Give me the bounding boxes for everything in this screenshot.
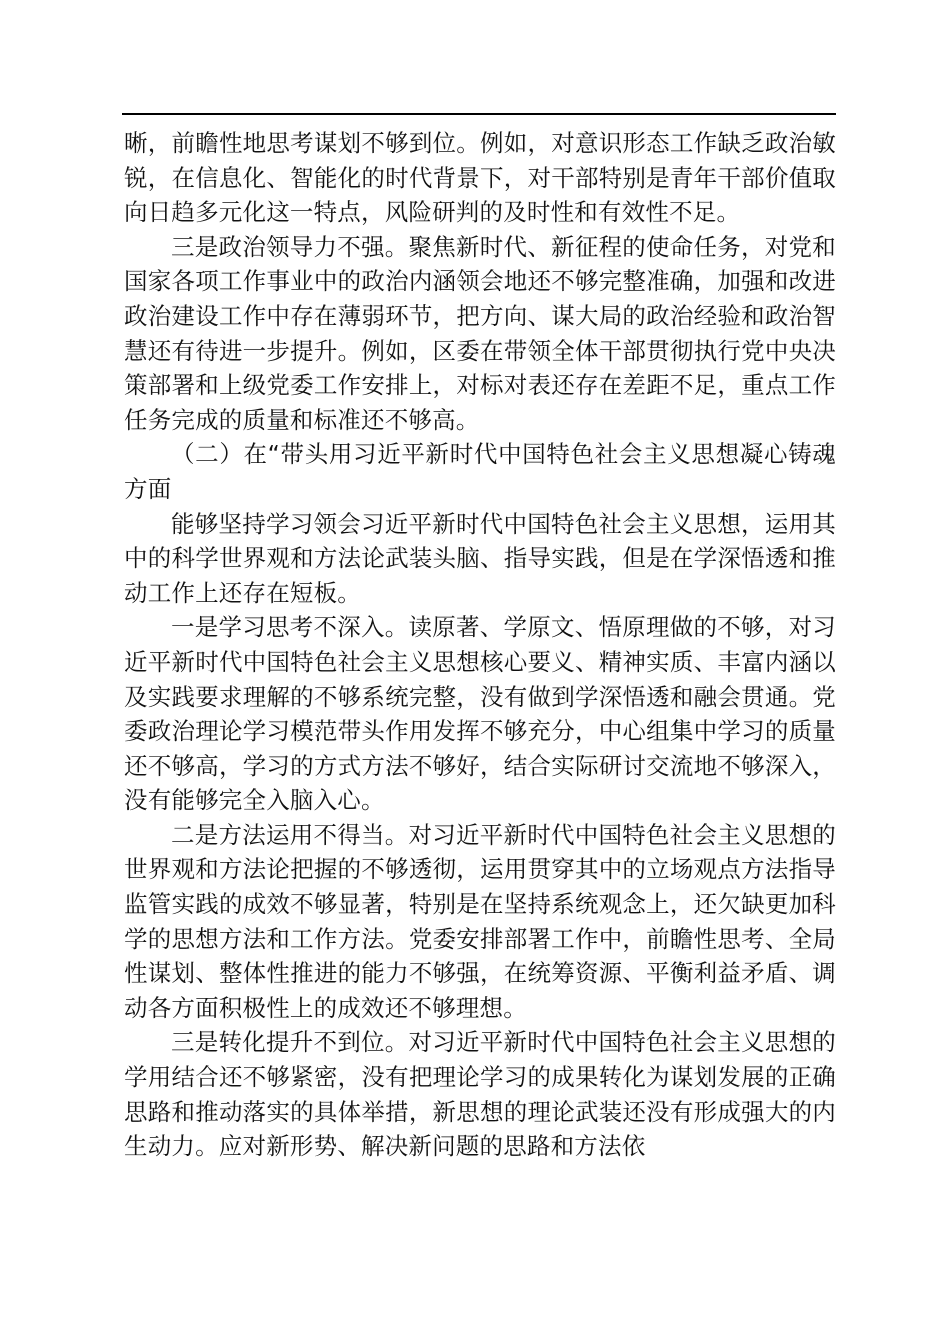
section-heading-2: （二）在“带头用习近平新时代中国特色社会主义思想凝心铸魂方面 <box>124 440 836 503</box>
header-rule <box>122 113 836 115</box>
paragraph-section-intro: 能够坚持学习领会习近平新时代中国特色社会主义思想，运用其中的科学世界观和方法论武装头脑、指导实践，但是在学深悟透和推动工作上还存在短板。 <box>124 509 836 607</box>
paragraph-transformation: 三是转化提升不到位。对习近平新时代中国特色社会主义思想的学用结合还不够紧密，没有把理论学习的成果转化为谋划发展的正确思路和推动落实的具体举措，新思想的理论武装还没有形成强大的内生动力。应对新形势、解决新问题的思路和方法依 <box>124 1028 836 1161</box>
paragraph-method-application: 二是方法运用不得当。对习近平新时代中国特色社会主义思想的世界观和方法论把握的不够透彻，运用贯穿其中的立场观点方法指导监管实践的成效不够显著，特别是在坚持系统观念上，还欠缺更加科学的思想方法和工作方法。党委安排部署工作中，前瞻性思考、全局性谋划、整体性推进的能力不够强，在统筹资源、平衡利益矛盾、调动各方面积极性上的成效还不够理想。 <box>124 820 836 1022</box>
paragraph-study-thinking: 一是学习思考不深入。读原著、学原文、悟原理做的不够，对习近平新时代中国特色社会主义思想核心要义、精神实质、丰富内涵以及实践要求理解的不够系统完整，没有做到学深悟透和融会贯通。党委政治理论学习模范带头作用发挥不够充分，中心组集中学习的质量还不够高，学习的方式方法不够好，结合实际研讨交流地不够深入，没有能够完全入脑入心。 <box>124 613 836 815</box>
paragraph-continuation: 晰，前瞻性地思考谋划不够到位。例如，对意识形态工作缺乏政治敏锐，在信息化、智能化的时代背景下，对干部特别是青年干部价值取向日趋多元化这一特点，风险研判的及时性和有效性不足。 <box>124 129 836 227</box>
paragraph-political-leadership: 三是政治领导力不强。聚焦新时代、新征程的使命任务，对党和国家各项工作事业中的政治内涵领会地还不够完整准确，加强和改进政治建设工作中存在薄弱环节，把方向、谋大局的政治经验和政治智慧还有待进一步提升。例如，区委在带领全体干部贯彻执行党中央决策部署和上级党委工作安排上，对标对表还存在差距不足，重点工作任务完成的质量和标准还不够高。 <box>124 232 836 434</box>
document-body <box>124 126 836 1164</box>
